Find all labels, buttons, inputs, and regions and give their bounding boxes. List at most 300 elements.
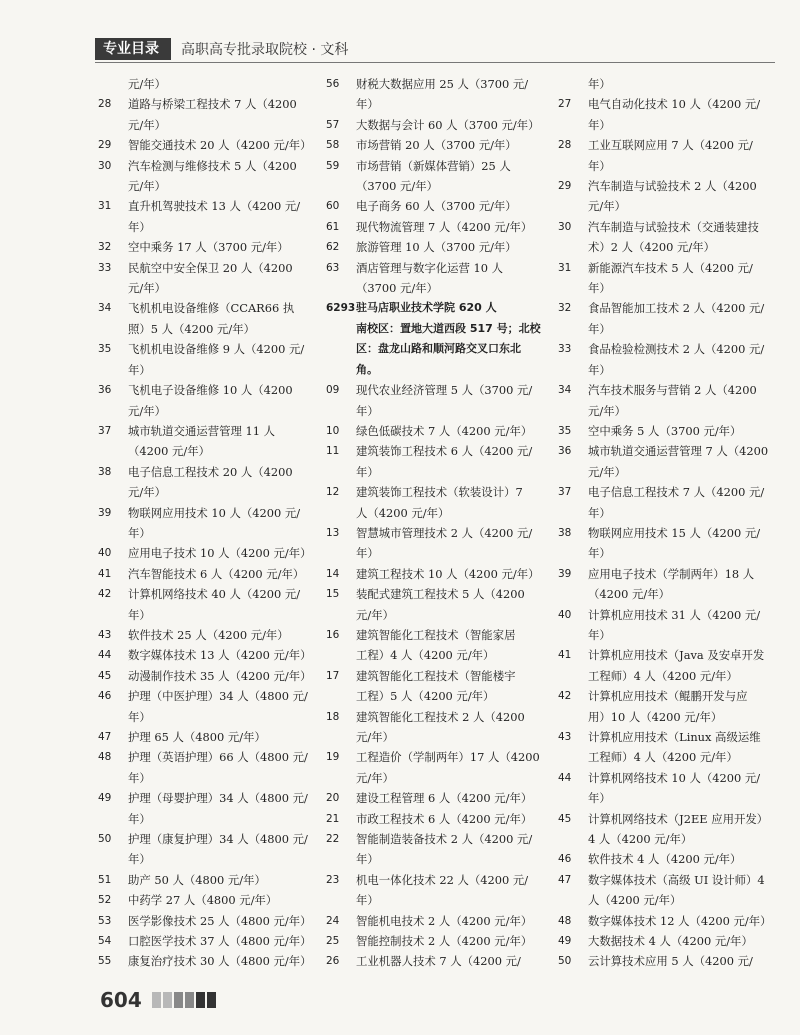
school-line bbox=[326, 319, 548, 339]
major-number: 46 bbox=[98, 690, 112, 703]
major-number: 42 bbox=[98, 588, 112, 601]
major-number: 37 bbox=[98, 424, 112, 437]
major-line bbox=[98, 829, 310, 849]
major-line bbox=[326, 278, 548, 298]
major-line bbox=[558, 176, 776, 196]
school-text: 区：盘龙山路和顺河路交叉口东北 bbox=[356, 342, 521, 356]
major-number: 36 bbox=[98, 384, 112, 397]
major-line bbox=[98, 298, 310, 318]
major-number: 6293 bbox=[326, 302, 356, 315]
major-line bbox=[326, 890, 548, 910]
major-text: 建筑装饰工程技术 6 人（4200 元/ bbox=[356, 444, 533, 459]
major-text: 数字媒体技术 12 人（4200 元/年） bbox=[588, 913, 772, 928]
major-number: 49 bbox=[558, 935, 572, 948]
major-line bbox=[326, 605, 548, 625]
major-line bbox=[98, 278, 310, 298]
major-text: 元/年） bbox=[356, 607, 395, 622]
major-text: 汽车制造与试验技术 2 人（4200 bbox=[588, 179, 757, 194]
major-line bbox=[326, 829, 548, 849]
major-text: 电子信息工程技术 20 人（4200 bbox=[128, 464, 293, 479]
major-text: （3700 元/年） bbox=[356, 281, 439, 296]
major-text: 大数据与会计 60 人（3700 元/年） bbox=[356, 117, 540, 132]
major-text: 年） bbox=[128, 852, 151, 867]
major-number: 55 bbox=[98, 955, 112, 968]
major-line bbox=[98, 401, 310, 421]
major-line bbox=[558, 747, 776, 767]
major-line bbox=[558, 258, 776, 278]
major-line bbox=[326, 135, 548, 155]
major-text: 汽车技术服务与营销 2 人（4200 bbox=[588, 383, 757, 398]
major-text: 数字媒体技术（高级 UI 设计师）4 bbox=[588, 872, 765, 887]
major-text: 年） bbox=[588, 158, 611, 173]
major-line bbox=[326, 217, 548, 237]
major-text: 物联网应用技术 15 人（4200 元/ bbox=[588, 525, 761, 540]
major-text: 元/年） bbox=[356, 770, 395, 785]
major-text: 建筑智能化工程技术（智能家居 bbox=[356, 627, 516, 642]
major-text: 元/年） bbox=[128, 77, 167, 91]
major-line bbox=[326, 686, 548, 706]
major-text: 工程）5 人（4200 元/年） bbox=[356, 689, 495, 704]
major-number: 21 bbox=[326, 812, 340, 825]
school-line bbox=[326, 360, 548, 380]
major-text: 财税大数据应用 25 人（3700 元/ bbox=[356, 77, 529, 91]
major-text: 汽车制造与试验技术（交通装建技 bbox=[588, 219, 759, 234]
major-number: 28 bbox=[98, 98, 112, 111]
major-text: 年） bbox=[356, 546, 379, 561]
major-number: 50 bbox=[558, 955, 572, 968]
major-text: 中药学 27 人（4800 元/年） bbox=[128, 893, 278, 908]
major-line bbox=[98, 605, 310, 625]
major-text: 现代农业经济管理 5 人（3700 元/ bbox=[356, 383, 533, 398]
major-line bbox=[558, 564, 776, 584]
major-line bbox=[558, 135, 776, 155]
major-line bbox=[98, 564, 310, 584]
major-line bbox=[558, 788, 776, 808]
major-number: 19 bbox=[326, 751, 340, 764]
major-line bbox=[326, 115, 548, 135]
major-number: 51 bbox=[98, 873, 112, 886]
major-line bbox=[98, 707, 310, 727]
major-number: 63 bbox=[326, 261, 340, 274]
page-decoration bbox=[152, 992, 216, 1008]
major-text: 计算机应用技术（Java 及安卓开发 bbox=[588, 648, 765, 663]
major-line bbox=[98, 911, 310, 931]
major-text: 元/年） bbox=[128, 117, 167, 132]
major-text: 智慧城市管理技术 2 人（4200 元/ bbox=[356, 525, 533, 540]
major-text: 助产 50 人（4800 元/年） bbox=[128, 872, 266, 887]
major-number: 31 bbox=[558, 261, 572, 274]
major-line bbox=[98, 176, 310, 196]
section-header bbox=[95, 38, 348, 60]
major-text: 汽车智能技术 6 人（4200 元/年） bbox=[128, 566, 305, 581]
major-number: 30 bbox=[558, 220, 572, 233]
major-number: 57 bbox=[326, 118, 340, 131]
major-text: 元/年） bbox=[588, 199, 627, 214]
section-title: 高职高专批录取院校 · 文科 bbox=[181, 42, 349, 58]
major-text: 应用电子技术 10 人（4200 元/年） bbox=[128, 546, 312, 561]
major-line bbox=[326, 258, 548, 278]
major-text: 年） bbox=[128, 219, 151, 234]
school-text: 驻马店职业技术学院 620 人 bbox=[356, 301, 497, 315]
major-line bbox=[98, 360, 310, 380]
major-number: 45 bbox=[558, 812, 572, 825]
major-text: 护理 65 人（4800 元/年） bbox=[128, 730, 266, 744]
major-text: 年） bbox=[356, 97, 379, 112]
major-number: 41 bbox=[98, 567, 112, 580]
major-line bbox=[558, 237, 776, 257]
major-number: 46 bbox=[558, 853, 572, 866]
major-line bbox=[558, 156, 776, 176]
major-line bbox=[558, 503, 776, 523]
major-text: 电子商务 60 人（3700 元/年） bbox=[356, 199, 517, 214]
major-line bbox=[98, 258, 310, 278]
major-line bbox=[326, 849, 548, 869]
major-text: 年） bbox=[128, 362, 151, 377]
major-line bbox=[98, 196, 310, 216]
column-middle bbox=[326, 74, 548, 972]
major-line bbox=[326, 74, 548, 94]
major-line bbox=[98, 339, 310, 359]
major-number: 36 bbox=[558, 445, 572, 458]
major-number: 48 bbox=[558, 914, 572, 927]
major-line bbox=[326, 584, 548, 604]
major-text: 年） bbox=[588, 546, 611, 561]
major-text: 云计算技术应用 5 人（4200 元/ bbox=[588, 954, 753, 969]
major-line bbox=[98, 768, 310, 788]
major-line bbox=[326, 747, 548, 767]
major-number: 40 bbox=[98, 547, 112, 560]
major-number: 34 bbox=[558, 384, 572, 397]
major-number: 35 bbox=[98, 343, 112, 356]
major-text: 年） bbox=[128, 525, 151, 540]
major-text: 建筑智能化工程技术 2 人（4200 bbox=[356, 709, 525, 724]
major-line bbox=[98, 135, 310, 155]
major-line bbox=[98, 951, 310, 971]
major-number: 43 bbox=[98, 628, 112, 641]
major-text: 人（4200 元/年） bbox=[588, 893, 682, 908]
major-text: 护理（英语护理）66 人（4800 元/ bbox=[128, 750, 308, 765]
major-line bbox=[558, 829, 776, 849]
major-text: 元/年） bbox=[128, 281, 167, 296]
major-number: 16 bbox=[326, 628, 340, 641]
major-number: 43 bbox=[558, 731, 572, 743]
major-line bbox=[98, 217, 310, 237]
major-line bbox=[98, 74, 310, 94]
major-line bbox=[558, 94, 776, 114]
major-line bbox=[558, 584, 776, 604]
major-line bbox=[326, 707, 548, 727]
major-text: 直升机驾驶技术 13 人（4200 元/ bbox=[128, 199, 301, 214]
major-text: （3700 元/年） bbox=[356, 179, 439, 194]
major-line bbox=[326, 380, 548, 400]
major-text: 空中乘务 17 人（3700 元/年） bbox=[128, 240, 289, 255]
major-text: 城市轨道交通运营管理 11 人 bbox=[128, 423, 276, 438]
major-line bbox=[326, 441, 548, 461]
major-text: 年） bbox=[128, 770, 151, 785]
major-number: 47 bbox=[558, 873, 572, 886]
major-text: 软件技术 4 人（4200 元/年） bbox=[588, 852, 742, 867]
major-text: 计算机应用技术（Linux 高级运维 bbox=[588, 730, 761, 744]
major-text: 工程造价（学制两年）17 人（4200 bbox=[356, 750, 540, 765]
major-line bbox=[98, 115, 310, 135]
major-text: 计算机网络技术（J2EE 应用开发） bbox=[588, 811, 769, 826]
major-text: 年） bbox=[128, 607, 151, 622]
major-line bbox=[558, 217, 776, 237]
major-line bbox=[558, 870, 776, 890]
major-line bbox=[98, 237, 310, 257]
major-text: （4200 元/年） bbox=[588, 587, 671, 602]
school-text: 南校区：置地大道西段 517 号；北校 bbox=[356, 321, 541, 335]
major-text: 计算机网络技术 40 人（4200 元/ bbox=[128, 587, 301, 602]
major-text: 康复治疗技术 30 人（4800 元/年） bbox=[128, 954, 312, 969]
major-text: 护理（中医护理）34 人（4800 元/ bbox=[128, 689, 308, 704]
school-line bbox=[326, 298, 548, 318]
major-line bbox=[98, 319, 310, 339]
major-line bbox=[326, 625, 548, 645]
school-text: 角。 bbox=[356, 362, 378, 376]
major-number: 54 bbox=[98, 935, 112, 948]
major-line bbox=[558, 951, 776, 971]
major-text: 计算机网络技术 10 人（4200 元/ bbox=[588, 770, 761, 785]
major-text: 智能控制技术 2 人（4200 元/年） bbox=[356, 934, 533, 949]
major-number: 09 bbox=[326, 384, 340, 397]
major-line bbox=[326, 523, 548, 543]
major-line bbox=[558, 931, 776, 951]
major-line bbox=[558, 380, 776, 400]
major-number: 33 bbox=[98, 261, 112, 274]
major-number: 35 bbox=[558, 424, 572, 437]
major-line bbox=[326, 768, 548, 788]
major-line bbox=[558, 482, 776, 502]
major-line bbox=[98, 747, 310, 767]
major-line bbox=[98, 666, 310, 686]
major-text: 4 人（4200 元/年） bbox=[588, 832, 693, 847]
major-number: 11 bbox=[326, 445, 340, 458]
major-text: 口腔医学技术 37 人（4800 元/年） bbox=[128, 934, 312, 949]
major-number: 47 bbox=[98, 731, 112, 743]
major-line bbox=[558, 441, 776, 461]
major-text: （4200 元/年） bbox=[128, 444, 211, 459]
major-text: 元/年） bbox=[588, 464, 627, 479]
major-text: 城市轨道交通运营管理 7 人（4200 bbox=[588, 444, 769, 459]
major-line bbox=[558, 666, 776, 686]
major-line bbox=[98, 584, 310, 604]
major-number: 18 bbox=[326, 710, 340, 723]
major-number: 24 bbox=[326, 914, 340, 927]
major-number: 28 bbox=[558, 139, 572, 152]
major-text: 飞机机电设备维修（CCAR66 执 bbox=[128, 301, 295, 316]
major-text: 年） bbox=[588, 362, 611, 377]
major-text: 道路与桥梁工程技术 7 人（4200 bbox=[128, 97, 297, 112]
major-text: 建筑装饰工程技术（软装设计）7 bbox=[356, 485, 523, 500]
major-line bbox=[326, 951, 548, 971]
major-line bbox=[98, 380, 310, 400]
major-text: 绿色低碳技术 7 人（4200 元/年） bbox=[356, 423, 533, 438]
major-text: 元/年） bbox=[128, 179, 167, 194]
major-number: 27 bbox=[558, 98, 572, 111]
major-text: 工业互联网应用 7 人（4200 元/ bbox=[588, 138, 753, 153]
major-number: 40 bbox=[558, 608, 572, 621]
column-right bbox=[558, 74, 776, 972]
major-text: 年） bbox=[356, 893, 379, 908]
major-number: 17 bbox=[326, 669, 340, 682]
major-text: 术）2 人（4200 元/年） bbox=[588, 240, 716, 255]
major-text: 工程）4 人（4200 元/年） bbox=[356, 648, 495, 663]
major-text: 年） bbox=[588, 791, 611, 806]
major-line bbox=[98, 931, 310, 951]
major-line bbox=[326, 645, 548, 665]
major-line bbox=[558, 707, 776, 727]
major-number: 12 bbox=[326, 486, 340, 499]
major-text: 空中乘务 5 人（3700 元/年） bbox=[588, 423, 742, 438]
major-number: 62 bbox=[326, 241, 340, 254]
major-line bbox=[558, 727, 776, 747]
major-number: 39 bbox=[98, 506, 112, 519]
major-line bbox=[98, 421, 310, 441]
major-line bbox=[98, 523, 310, 543]
major-text: 人（4200 元/年） bbox=[356, 505, 450, 520]
major-line bbox=[326, 401, 548, 421]
major-text: 电气自动化技术 10 人（4200 元/ bbox=[588, 97, 761, 112]
major-number: 15 bbox=[326, 588, 340, 601]
major-line bbox=[558, 543, 776, 563]
major-text: 护理（康复护理）34 人（4800 元/ bbox=[128, 832, 308, 847]
major-text: 年） bbox=[356, 403, 379, 418]
major-line bbox=[326, 788, 548, 808]
major-text: 数字媒体技术 13 人（4200 元/年） bbox=[128, 648, 312, 663]
major-text: 建筑智能化工程技术（智能楼宇 bbox=[356, 668, 516, 683]
major-line bbox=[558, 605, 776, 625]
section-tag: 专业目录 bbox=[95, 38, 171, 60]
major-number: 53 bbox=[98, 914, 112, 927]
major-line bbox=[326, 727, 548, 747]
major-line bbox=[558, 625, 776, 645]
major-text: 用）10 人（4200 元/年） bbox=[588, 709, 723, 724]
major-line bbox=[326, 94, 548, 114]
major-line bbox=[98, 156, 310, 176]
major-text: 现代物流管理 7 人（4200 元/年） bbox=[356, 219, 533, 234]
major-number: 58 bbox=[326, 139, 340, 152]
major-text: 酒店管理与数字化运营 10 人 bbox=[356, 260, 504, 275]
major-text: 工程师）4 人（4200 元/年） bbox=[588, 668, 738, 683]
major-line bbox=[98, 890, 310, 910]
major-line bbox=[558, 523, 776, 543]
major-number: 34 bbox=[98, 302, 112, 315]
major-number: 44 bbox=[558, 771, 572, 784]
major-text: 元/年） bbox=[356, 730, 395, 744]
major-text: 智能制造装备技术 2 人（4200 元/ bbox=[356, 832, 533, 847]
major-text: 市场营销（新媒体营销）25 人 bbox=[356, 158, 511, 173]
major-text: 食品检验检测技术 2 人（4200 元/ bbox=[588, 342, 765, 357]
major-line bbox=[326, 911, 548, 931]
major-line bbox=[98, 625, 310, 645]
major-line bbox=[98, 441, 310, 461]
major-line bbox=[558, 115, 776, 135]
major-number: 42 bbox=[558, 690, 572, 703]
major-line bbox=[326, 931, 548, 951]
major-text: 物联网应用技术 10 人（4200 元/ bbox=[128, 505, 301, 520]
major-number: 52 bbox=[98, 894, 112, 907]
page-number: 604 bbox=[100, 988, 142, 1012]
major-number: 48 bbox=[98, 751, 112, 764]
major-text: 大数据技术 4 人（4200 元/年） bbox=[588, 934, 753, 949]
major-number: 38 bbox=[98, 465, 112, 478]
major-line bbox=[558, 911, 776, 931]
major-text: 飞机电子设备维修 10 人（4200 bbox=[128, 383, 293, 398]
major-line bbox=[558, 890, 776, 910]
major-text: 计算机应用技术（鲲鹏开发与应 bbox=[588, 689, 748, 704]
major-text: 计算机应用技术 31 人（4200 元/ bbox=[588, 607, 761, 622]
major-line bbox=[558, 809, 776, 829]
major-text: 年） bbox=[588, 505, 611, 520]
major-number: 37 bbox=[558, 486, 572, 499]
major-text: 年） bbox=[128, 811, 151, 826]
major-line bbox=[98, 788, 310, 808]
school-line bbox=[326, 339, 548, 359]
major-line bbox=[326, 543, 548, 563]
major-line bbox=[558, 645, 776, 665]
major-number: 45 bbox=[98, 669, 112, 682]
major-number: 44 bbox=[98, 649, 112, 662]
major-text: 护理（母婴护理）34 人（4800 元/ bbox=[128, 791, 308, 806]
major-line bbox=[98, 543, 310, 563]
major-number: 14 bbox=[326, 567, 340, 580]
major-text: 年） bbox=[588, 117, 611, 132]
major-text: 年） bbox=[588, 321, 611, 336]
major-text: 装配式建筑工程技术 5 人（4200 bbox=[356, 587, 525, 602]
major-text: 智能机电技术 2 人（4200 元/年） bbox=[356, 913, 533, 928]
major-line bbox=[326, 237, 548, 257]
major-line bbox=[98, 870, 310, 890]
major-line bbox=[326, 503, 548, 523]
major-line bbox=[558, 421, 776, 441]
major-number: 33 bbox=[558, 343, 572, 356]
major-line bbox=[326, 176, 548, 196]
major-line bbox=[326, 482, 548, 502]
major-text: 民航空中安全保卫 20 人（4200 bbox=[128, 260, 293, 275]
major-line bbox=[558, 849, 776, 869]
major-line bbox=[98, 727, 310, 747]
major-text: 年） bbox=[128, 709, 151, 724]
header-divider bbox=[95, 62, 775, 63]
major-line bbox=[98, 686, 310, 706]
major-number: 20 bbox=[326, 792, 340, 805]
major-text: 飞机机电设备维修 9 人（4200 元/ bbox=[128, 342, 305, 357]
major-text: 医学影像技术 25 人（4800 元/年） bbox=[128, 913, 312, 928]
major-text: 电子信息工程技术 7 人（4200 元/ bbox=[588, 485, 765, 500]
major-text: 工业机器人技术 7 人（4200 元/ bbox=[356, 954, 521, 969]
major-text: 元/年） bbox=[128, 485, 167, 500]
major-text: 市场营销 20 人（3700 元/年） bbox=[356, 138, 517, 153]
major-line bbox=[326, 870, 548, 890]
major-line bbox=[326, 156, 548, 176]
major-text: 元/年） bbox=[588, 403, 627, 418]
major-number: 49 bbox=[98, 792, 112, 805]
major-text: 智能交通技术 20 人（4200 元/年） bbox=[128, 138, 312, 153]
major-line bbox=[558, 74, 776, 94]
major-line bbox=[326, 421, 548, 441]
major-text: 动漫制作技术 35 人（4200 元/年） bbox=[128, 668, 312, 683]
major-line bbox=[558, 768, 776, 788]
major-text: 市政工程技术 6 人（4200 元/年） bbox=[356, 811, 533, 826]
major-line bbox=[558, 339, 776, 359]
major-line bbox=[326, 462, 548, 482]
major-text: 新能源汽车技术 5 人（4200 元/ bbox=[588, 260, 753, 275]
major-text: 应用电子技术（学制两年）18 人 bbox=[588, 566, 755, 581]
major-line bbox=[98, 809, 310, 829]
major-text: 汽车检测与维修技术 5 人（4200 bbox=[128, 158, 297, 173]
major-line bbox=[326, 564, 548, 584]
